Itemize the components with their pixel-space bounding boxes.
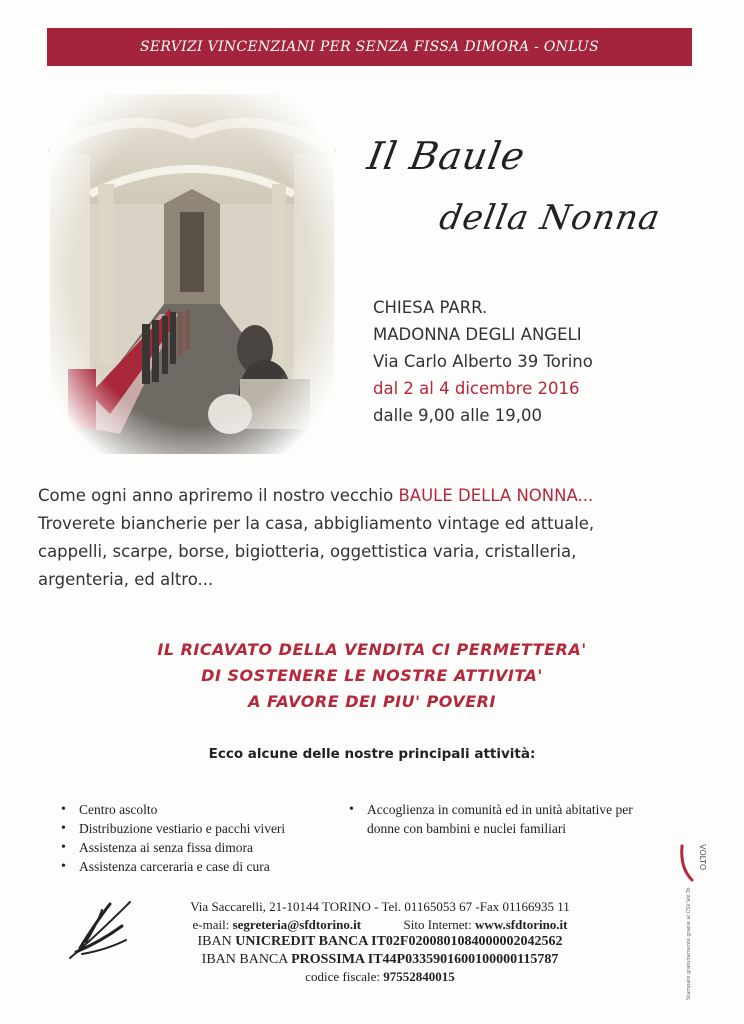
activities-list-left xyxy=(58,800,285,876)
iban-1-value: UNICREDIT BANCA IT02F0200801084000002042562 xyxy=(235,934,563,949)
volto-logo-icon xyxy=(678,840,707,884)
activity-item: • Assistenza carceraria e case di cura xyxy=(58,857,285,876)
event-photo xyxy=(50,94,334,454)
activities-title: Ecco alcune delle nostre principali attività: xyxy=(208,746,536,762)
proceeds-line-3: A FAVORE DEI PIU' POVERI xyxy=(248,692,496,711)
proceeds-line-1: IL RICAVATO DELLA VENDITA CI PERMETTERA' xyxy=(157,640,587,659)
email-link[interactable]: segreteria@sfdtorino.it xyxy=(232,916,362,932)
title-line-2: della Nonna xyxy=(436,198,664,238)
activities-list-right xyxy=(346,800,646,838)
volto-logo-text: VOLTO xyxy=(698,844,707,871)
event-hours: dalle 9,00 alle 19,00 xyxy=(373,406,543,425)
email-label: e-mail: xyxy=(192,916,233,932)
intro-paragraph xyxy=(38,482,708,594)
footer-contacts xyxy=(130,898,630,986)
iban-2-label: IBAN BANCA xyxy=(201,951,292,967)
iban-line-1 xyxy=(130,933,630,951)
banner-text: SERVIZI VINCENZIANI PER SENZA FISSA DIMORA - ONLUS xyxy=(139,39,600,55)
activity-item: • Accoglienza in comunità ed in unità abitative per donne con bambini e nuclei familiari xyxy=(346,800,646,838)
intro-line-1-text: Come ogni anno apriremo il nostro vecchio xyxy=(38,486,399,505)
activity-item: • Centro ascolto xyxy=(58,800,285,819)
printing-credit: Stampato gratuitamente grazie al CSV Vol.To xyxy=(686,887,692,1000)
tax-code-label: codice fiscale: xyxy=(305,969,384,984)
event-info xyxy=(373,294,593,429)
proceeds-line-2: DI SOSTENERE LE NOSTRE ATTIVITA' xyxy=(201,666,543,685)
iban-2-value: PROSSIMA IT44P0335901600100000115787 xyxy=(291,951,559,967)
footer-contact-line xyxy=(130,916,630,934)
activity-item: • Assistenza ai senza fissa dimora xyxy=(58,838,285,857)
organization-logo-icon xyxy=(66,896,138,966)
event-dates: dal 2 al 4 dicembre 2016 xyxy=(373,379,580,398)
intro-line-4: argenteria, ed altro... xyxy=(38,570,214,589)
iban-line-2 xyxy=(130,951,630,969)
iban-1-label: IBAN xyxy=(197,934,236,949)
site-label: Sito Internet: xyxy=(403,916,476,932)
venue-line-1: CHIESA PARR. xyxy=(373,298,488,317)
address-line: Via Carlo Alberto 39 Torino xyxy=(373,352,593,371)
intro-highlight: BAULE DELLA NONNA... xyxy=(398,486,594,505)
footer-address: Via Saccarelli, 21-10144 TORINO - Tel. 01165053 67 -Fax 01166935 11 xyxy=(190,899,570,914)
tax-code-line xyxy=(130,968,630,986)
header-banner xyxy=(47,28,692,66)
title-line-1: Il Baule xyxy=(364,134,529,178)
intro-line-2: Troverete biancherie per la casa, abbigliamento vintage ed attuale, xyxy=(38,514,595,533)
intro-line-1 xyxy=(38,482,708,510)
website-link[interactable]: www.sfdtorino.it xyxy=(475,916,568,932)
venue-line-2: MADONNA DEGLI ANGELI xyxy=(373,325,582,344)
activity-item: • Distribuzione vestiario e pacchi viveri xyxy=(58,819,285,838)
proceeds-statement xyxy=(0,637,744,715)
intro-line-3: cappelli, scarpe, borse, bigiotteria, oggettistica varia, cristalleria, xyxy=(38,542,577,561)
tax-code-value: 97552840015 xyxy=(383,969,455,984)
